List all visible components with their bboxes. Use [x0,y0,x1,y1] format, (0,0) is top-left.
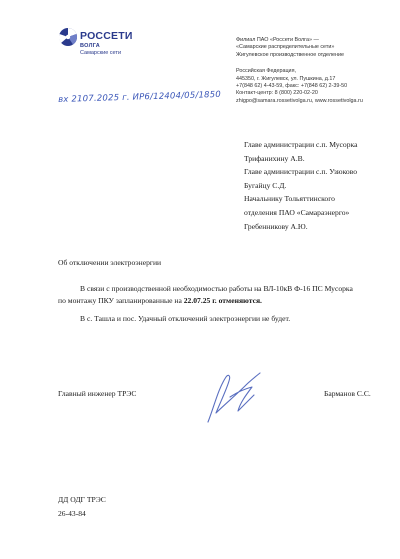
executor-phone: 26-43-84 [58,509,86,518]
body-paragraph-2: В с. Ташла и пос. Удачный отключений электроэнергии не будет. [80,313,291,323]
organization-info [236,37,396,105]
letter-subject: Об отключении электроэнергии [58,258,162,267]
addressee-line: Главе администрации с.п. Мусорка [244,140,358,149]
body-text: по монтажу ПКУ запланированные на [58,296,184,306]
company-logo [58,27,168,67]
executor-department: ДД ОДГ ТРЭС [58,495,106,504]
addressee-line: Главе администрации с.п. Узюково [244,167,358,177]
addressee-line: Бугайцу С.Д. [244,180,287,190]
handwritten-signature [200,367,270,432]
org-line: «Самарские распределительные сети» [236,44,335,51]
org-line: Жигулевское производственное отделение [236,51,344,58]
addressee-line: Начальнику Тольяттинского [244,194,335,204]
email-web-line: zhigpo@samara.rossetivolga.ru, www.rossetivolga.ru [236,97,363,104]
body-paragraph-1 [58,283,370,295]
logo-mark-icon [58,27,78,47]
address-line: Российская Федерация, [236,68,296,75]
logo-name: РОССЕТИ [80,30,133,42]
body-line: В связи с производственной необходимостью работы на ВЛ-10кВ Ф-16 ПС Мусорка [80,284,353,293]
executor-info [58,493,106,521]
logo-region: ВОЛГА [80,43,101,49]
registration-number: вх 2107.2025 г. ИР6/12404/05/1850 [58,89,222,105]
contact-center-line: Контакт-центр: 8 (800) 220-02-20 [236,90,318,97]
body-line [58,295,370,307]
addressee-line: Гребенникову А.Ю. [244,221,308,231]
addressee-line: Трифанихину А.В. [244,153,305,163]
letter-body [58,283,370,325]
phone-line: +7(848 62) 4-43-59, факс: +7(848 62) 2-39-50 [236,83,348,90]
cancellation-notice: 22.07.25 г. отменяются. [183,296,262,306]
logo-network: Самарские сети [80,50,122,56]
addressee-block [244,138,357,233]
signatory-title: Главный инженер ТРЭС [58,389,137,398]
signatory-name: Барманов С.С. [324,389,371,398]
addressee-line: отделения ПАО «Самараэнерго» [244,207,350,217]
address-line: 445350, г. Жигулевск, ул. Пушкина, д.17 [236,75,336,82]
org-line: Филиал ПАО «Россети Волга» — [236,37,319,43]
